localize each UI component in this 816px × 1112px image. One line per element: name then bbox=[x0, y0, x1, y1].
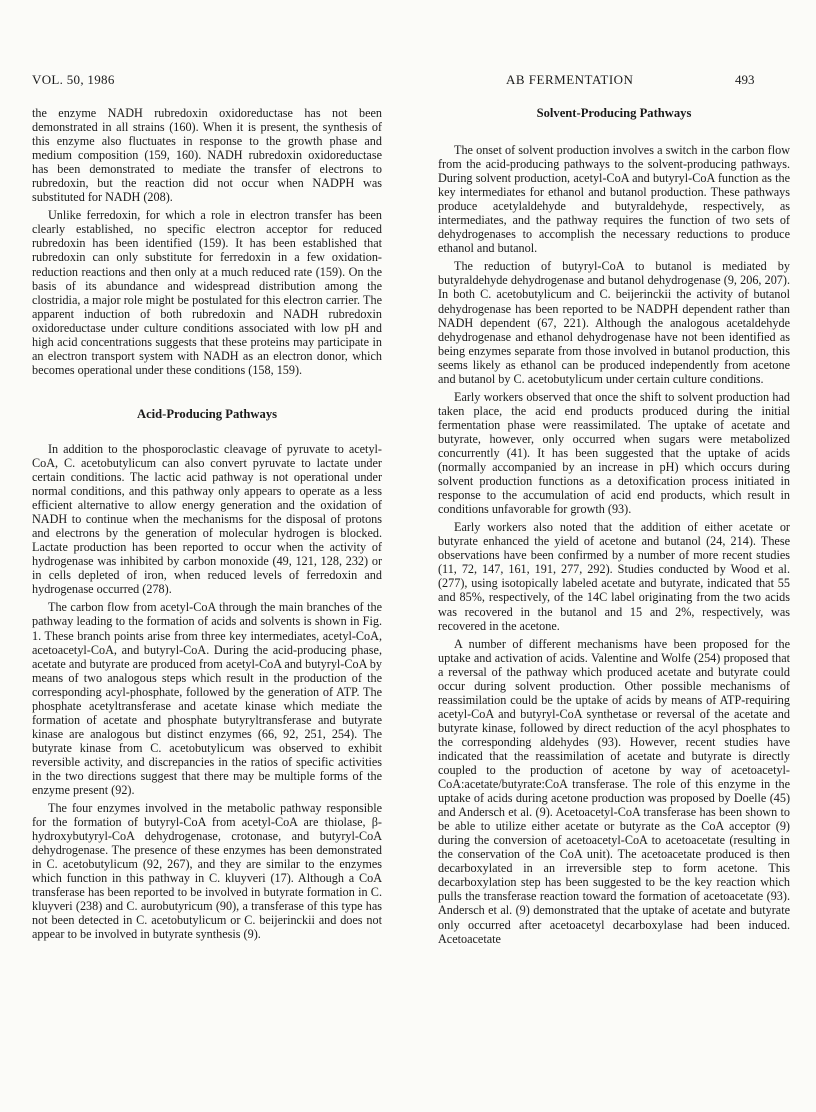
paragraph: the enzyme NADH rubredoxin oxidoreductase has not been demonstrated in all strains (160). When it is present, the synthesis of this enzyme also fluctuates in response to the growth phase and medium composition (159, 160). NADH rubredoxin oxidoreductase has been demonstrated to mediate the transfer of electrons to rubredoxin, but the reaction did not occur when NADPH was substituted for NADH (208). bbox=[32, 106, 382, 205]
journal-volume: VOL. 50, 1986 bbox=[32, 72, 115, 87]
right-column bbox=[438, 106, 790, 950]
paragraph: The reduction of butyryl-CoA to butanol is mediated by butyraldehyde dehydrogenase and butanol dehydrogenase (9, 206, 207). In both C. acetobutylicum and C. beijerinckii the activity of butanol dehydrogenase has been reported to be NADPH dependent rather than NADH dependent (67, 221). Although the analogous acetaldehyde dehydrogenase and ethanol dehydrogenase have not been identified as being enzymes separate from those involved in butanol production, this seems likely as ethanol can be produced independently from acetone and butanol by C. acetobutylicum under certain culture conditions. bbox=[438, 259, 790, 386]
paragraph: A number of different mechanisms have been proposed for the uptake and activation of acids. Valentine and Wolfe (254) proposed that a reversal of the pathway which produced acetate and butyrate could occur during solvent production. Other possible mechanisms of reassimilation could be the uptake of acids by means of ATP-requiring acetyl-CoA and butyryl-CoA synthetase or reversal of the acetate and butyrate kinase, followed by direct reduction of the acyl phosphates to the corresponding aldehydes (93). However, recent studies have indicated that the reassimilation of acetate and butyrate is directly coupled to the production of acetone by way of acetoacetyl-CoA:acetate/butyrate:CoA transferase. The role of this enzyme in the uptake of acids during acetone production was proposed by Doelle (45) and Andersch et al. (9). Acetoacetyl-CoA transferase has been shown to be able to utilize either acetate or butyrate as the CoA acceptor (9) during the conversion of acetoacetyl-CoA to acetoacetate (resulting in the conservation of the CoA unit). The acetoacetate produced is then decarboxylated in an irreversible step to form acetone. This decarboxylation step has been suggested to be the key reaction which pulls the transferase reaction toward the formation of acetoacetate (93). Andersch et al. (9) demonstrated that the uptake of acetate and butyrate only occurred after acetoacetyl decarboxylase had been induced. Acetoacetate bbox=[438, 636, 790, 946]
page-number: 493 bbox=[735, 72, 755, 87]
paragraph: Unlike ferredoxin, for which a role in electron transfer has been clearly established, no specific electron acceptor for reduced rubredoxin has been identified (159). It has been established that rubredoxin can only substitute for ferredoxin in a few oxidation-reduction reactions and then only at a much reduced rate (159). On the basis of its abundance and widespread distribution among the clostridia, a major role might be postulated for this electron carrier. The apparent induction of both rubredoxin and NADH rubredoxin oxidoreductase under culture conditions associated with low pH and high acid concentrations suggests that these proteins may participate in an electron transport system with NADH as an electron donor, which becomes operational under these conditions (158, 159). bbox=[32, 208, 382, 377]
running-title: AB FERMENTATION bbox=[506, 72, 634, 87]
paragraph: Early workers observed that once the shift to solvent production had taken place, the acid end products produced during the initial fermentation phase were reassimilated. The uptake of acetate and butyrate, however, only occurred when sugars were metabolized concurrently (41). It has been suggested that the uptake of acids (normally accompanied by an increase in pH) which occurs during solvent production functions as a detoxification process initiated in response to the accumulation of acid end products, which result in conditions unfavorable for growth (93). bbox=[438, 389, 790, 517]
section-heading-solvent: Solvent-Producing Pathways bbox=[536, 106, 692, 120]
paragraph: In addition to the phosporoclastic cleavage of pyruvate to acetyl-CoA, C. acetobutylicum can also convert pyruvate to lactate under certain conditions. The lactic acid pathway is not operational under normal conditions, and this pathway only appears to operate as a less efficient alternative to allow energy generation and the oxidation of NADH to continue when the mechanisms for the disposal of protons and electrons by the generation of molecular hydrogen is blocked. Lactate production has been reported to occur when the activity of hydrogenase was inhibited by carbon monoxide (49, 121, 128, 232) or in cells depleted of iron, when reduced levels of ferredoxin and hydrogenase occurred (278). bbox=[32, 441, 382, 597]
left-column bbox=[32, 106, 382, 946]
paragraph: The carbon flow from acetyl-CoA through the main branches of the pathway leading to the formation of acids and solvents is shown in Fig. 1. These branch points arise from three key intermediates, acetyl-CoA, acetoacetyl-CoA, and butyryl-CoA. During the acid-producing phase, acetate and butyrate are produced from acetyl-CoA and butyryl-CoA by means of two analogous steps which result in the production of the corresponding acyl-phosphate, followed by the generation of ATP. The phosphate acetyltransferase and acetate kinase which mediate the formation of acetate and phosphate butyryltransferase and butyrate kinase are analogous but distinct enzymes (66, 92, 251, 254). The butyrate kinase from C. acetobutylicum was observed to exhibit reversible activity, and discrepancies in the ratios of specific activities in the two directions suggest that there may be multiple forms of the enzyme present (92). bbox=[32, 600, 382, 798]
section-heading-acid: Acid-Producing Pathways bbox=[136, 406, 278, 421]
paragraph: The four enzymes involved in the metabolic pathway responsible for the formation of butyryl-CoA from acetyl-CoA are thiolase, β-hydroxybutyryl-CoA dehydrogenase, crotonase, and butyryl-CoA dehydrogenase. The presence of these enzymes has been demonstrated in C. acetobutylicum (92, 267), and they are similar to the enzymes which function in this pathway in C. kluyveri (17). Although a CoA transferase has been reported to be involved in butyrate formation in C. kluyveri (238) and C. aurobutyricum (90), a transferase of this type has not been detected in C. acetobutylicum or C. beijerinckii and does not appear to be involved in butyrate synthesis (9). bbox=[32, 801, 382, 942]
paragraph: Early workers also noted that the addition of either acetate or butyrate enhanced the yield of acetone and butanol (24, 214). These observations have been confirmed by a number of more recent studies (11, 72, 147, 161, 191, 277, 292). Studies conducted by Wood et al. (277), using isotopically labeled acetate and butyrate, indicated that 55 and 85%, respectively, of the 14C label originating from the two acids was recovered in the butanol and 15 and 2%, respectively, was recovered in the acetone. bbox=[438, 520, 790, 633]
paragraph: The onset of solvent production involves a switch in the carbon flow from the acid-producing pathways to the solvent-producing pathways. During solvent production, acetyl-CoA and butyryl-CoA function as the key intermediates for ethanol and butanol production. These pathways produce acetylaldehyde and butyraldehyde, respectively, as intermediates, and the pathway requires the function of two sets of dehydrogenases to accomplish the necessary reductions to produce ethanol and butanol. bbox=[438, 143, 790, 256]
